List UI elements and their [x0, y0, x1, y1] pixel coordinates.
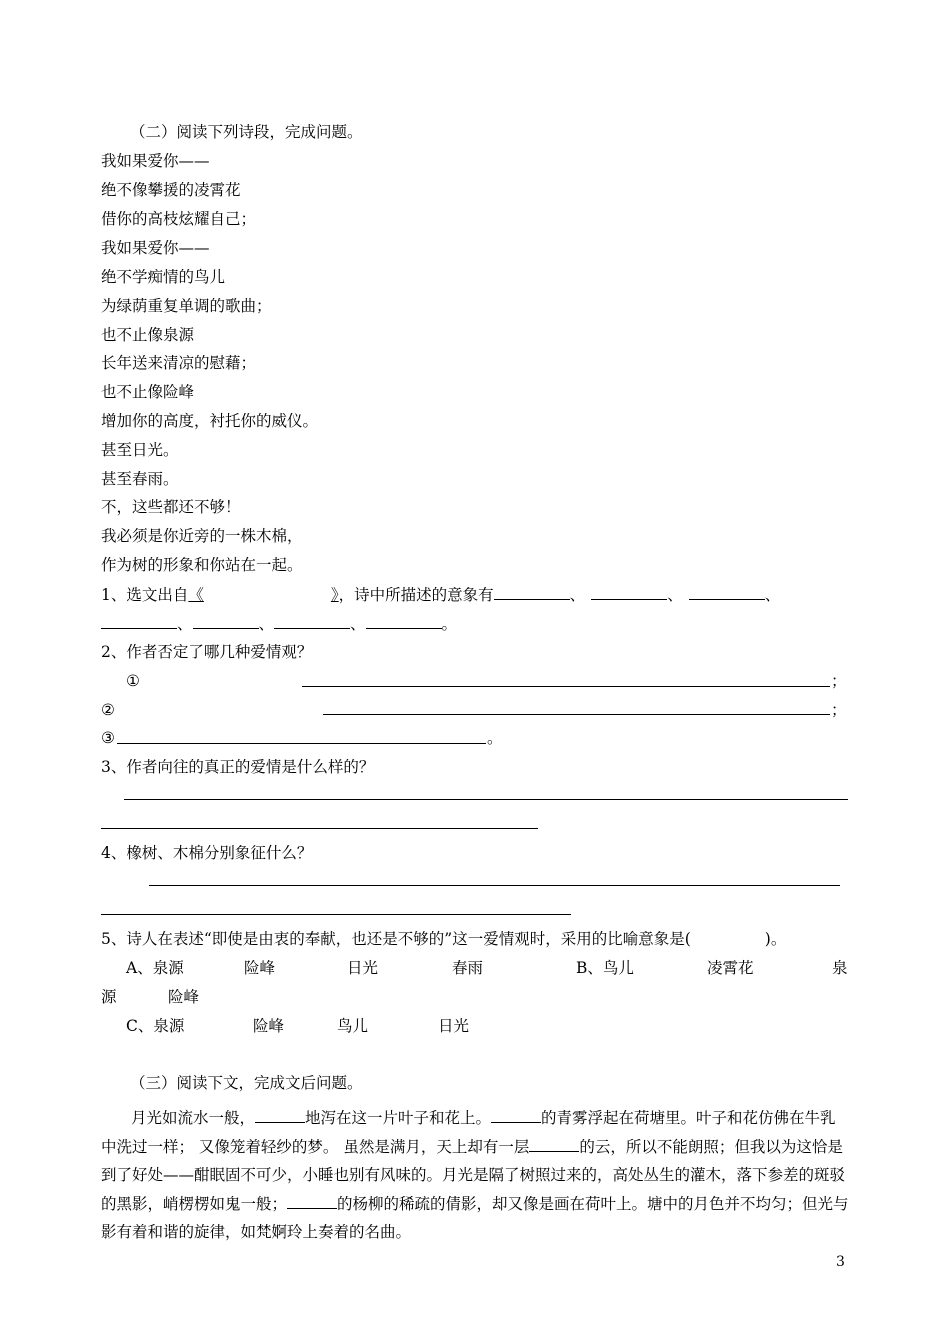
poem-line: 借你的高枝炫耀自己； — [101, 210, 257, 228]
question-3: 3、作者向往的真正的爱情是什么样的？ — [101, 758, 375, 776]
poem-line: 我如果爱你—— — [101, 152, 210, 170]
imagery-blank[interactable] — [494, 584, 570, 600]
question-2: 2、作者否定了哪几种爱情观？ — [101, 643, 313, 661]
passage-blank[interactable] — [287, 1193, 337, 1209]
answer-line[interactable] — [101, 914, 571, 915]
option-a[interactable]: A、泉源 — [126, 959, 184, 977]
poem-line: 长年送来清凉的慰藉； — [101, 354, 257, 372]
question-4: 4、橡树、木棉分别象征什么？ — [101, 844, 313, 862]
section-2-title: （二）阅读下列诗段，完成问题。 — [130, 123, 363, 141]
poem-line: 也不止像险峰 — [101, 383, 195, 401]
question-1-cont: 、 、 、 。 — [101, 613, 457, 634]
marker-1: ① — [126, 672, 140, 690]
answer-line[interactable] — [323, 714, 830, 715]
marker-3: ③ — [101, 729, 115, 747]
poem-line: 也不止像泉源 — [101, 326, 195, 344]
option-b-item: 险峰 — [168, 988, 200, 1006]
option-a-item: 险峰 — [244, 959, 276, 977]
semicolon: ； — [831, 672, 847, 690]
option-a-item: 日光 — [347, 959, 379, 977]
answer-line[interactable] — [302, 686, 830, 687]
semicolon: ； — [831, 701, 847, 719]
poem-line: 不，这些都还不够！ — [101, 498, 241, 516]
option-c-item: 险峰 — [253, 1017, 285, 1035]
period: 。 — [487, 729, 503, 747]
option-b-item: 凌霄花 — [707, 959, 754, 977]
poem-line: 绝不学痴情的鸟儿 — [101, 268, 226, 286]
marker-2: ② — [101, 701, 115, 719]
poem-line: 增加你的高度，衬托你的威仪。 — [101, 412, 319, 430]
imagery-blank[interactable] — [274, 613, 350, 629]
question-1: 1、选文出自《 》，诗中所描述的意象有 、 、 、 — [101, 586, 781, 604]
option-c-item: 鸟儿 — [337, 1017, 369, 1035]
poem-line: 作为树的形象和你站在一起。 — [101, 556, 303, 574]
passage: 月光如流水一般， 地泻在这一片叶子和花上。 的青雾浮起在荷塘里。叶子和花仿佛在牛乳中洗过一样； 又像笼着轻纱的梦。 虽然是满月，天上却有一层 的云，所以不能朗照；但我以为这恰是到了好处——酣眠固不可少，小睡也别有风味的。月光是隔了树照过来的，高处丛生的灌木，落下参差的斑驳的黑影，峭楞楞如鬼一般； 的杨柳的稀疏的倩影，却又像是画在荷叶上。塘中的月色并不均匀；但光与影有着和谐的旋律，如梵婀玲上奏着的名曲。 — [101, 1109, 849, 1241]
poem-line: 甚至春雨。 — [101, 470, 179, 488]
imagery-blank[interactable] — [101, 613, 177, 629]
poem-line: 绝不像攀援的凌霄花 — [101, 181, 241, 199]
poem-line: 我如果爱你—— — [101, 239, 210, 257]
answer-line[interactable] — [101, 828, 538, 829]
answer-line[interactable] — [124, 799, 848, 800]
option-b[interactable]: B、鸟儿 — [576, 959, 634, 977]
option-c[interactable]: C、泉源 — [126, 1017, 185, 1035]
poem-line: 甚至日光。 — [101, 441, 179, 459]
option-b-item: 源 — [101, 988, 117, 1006]
option-a-item: 春雨 — [452, 959, 484, 977]
page-number: 3 — [836, 1254, 845, 1270]
passage-blank[interactable] — [255, 1107, 305, 1123]
imagery-blank[interactable] — [591, 584, 667, 600]
passage-blank[interactable] — [491, 1107, 541, 1123]
imagery-blank[interactable] — [193, 613, 259, 629]
imagery-blank[interactable] — [689, 584, 765, 600]
section-3-title: （三）阅读下文，完成文后问题。 — [130, 1074, 363, 1092]
question-5: 5、诗人在表述“即使是由衷的奉献，也还是不够的”这一爱情观时，采用的比喻意象是( )。 — [101, 930, 787, 948]
poem-line: 为绿荫重复单调的歌曲； — [101, 297, 272, 315]
option-c-item: 日光 — [438, 1017, 470, 1035]
option-b-item: 泉 — [832, 959, 848, 977]
answer-line[interactable] — [149, 885, 840, 886]
imagery-blank[interactable] — [366, 613, 442, 629]
poem-line: 我必须是你近旁的一株木棉， — [101, 527, 303, 545]
passage-blank[interactable] — [529, 1136, 579, 1152]
answer-line[interactable] — [117, 743, 486, 744]
source-title-blank[interactable]: 《 》 — [188, 586, 339, 604]
